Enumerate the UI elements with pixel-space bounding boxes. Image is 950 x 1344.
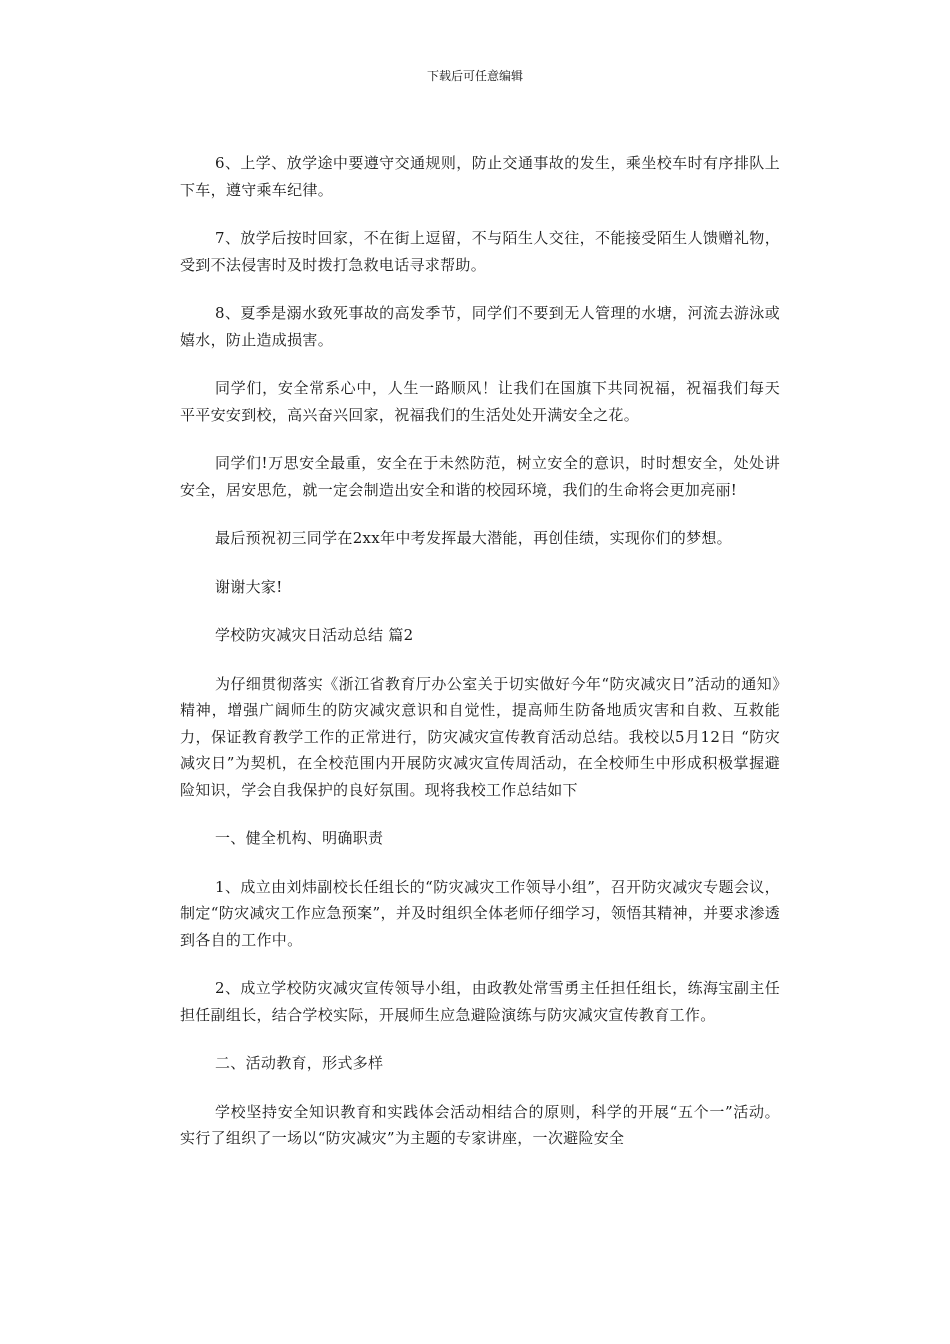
- paragraph-item-6: 6、上学、放学途中要遵守交通规则，防止交通事故的发生，乘坐校车时有序排队上下车，遵守乘车纪律。: [180, 154, 780, 199]
- paragraph-intro: 为仔细贯彻落实《浙江省教育厅办公室关于切实做好今年“防灾减灾日”活动的通知》精神，增强广阔师生的防灾减灾意识和自觉性，提高师生防备地质灾害和自救、互救能力，保证教育教学工作的正常进行，防灾减灾宣传教育活动总结。我校以5月12日 “防灾减灾日”为契机，在全校范围内开展防灾减灾宣传周活动，在全校师生中形成积极掌握避险知识，学会自我保护的良好氛围。现将我校工作总结如下: [180, 674, 780, 799]
- paragraph-blessing: 同学们，安全常系心中，人生一路顺风！让我们在国旗下共同祝福，祝福我们每天平平安安到校，高兴奋兴回家，祝福我们的生活处处开满安全之花。: [180, 379, 780, 424]
- section-title-part2: 学校防灾减灾日活动总结 篇2: [215, 626, 414, 644]
- paragraph-item-8: 8、夏季是溺水致死事故的高发季节，同学们不要到无人管理的水塘，河流去游泳或嬉水，防止造成损害。: [180, 304, 780, 349]
- heading-organization: 一、健全机构、明确职责: [215, 829, 384, 847]
- paragraph-thanks: 谢谢大家!: [215, 577, 283, 596]
- paragraph-exam-wishes: 最后预祝初三同学在2xx年中考发挥最大潜能，再创佳绩，实现你们的梦想。: [215, 529, 732, 547]
- paragraph-publicity-group: 2、成立学校防灾减灾宣传领导小组，由政教处常雪勇主任担任组长，练海宝副主任担任副组长，结合学校实际，开展师生应急避险演练与防灾减灾宣传教育工作。: [180, 979, 780, 1024]
- heading-activities: 二、活动教育，形式多样: [215, 1054, 384, 1072]
- paragraph-safety-first: 同学们!万思安全最重，安全在于未然防范，树立安全的意识，时时想安全，处处讲安全，居安思危，就一定会制造出安全和谐的校园环境，我们的生命将会更加亮丽!: [180, 454, 780, 499]
- document-body: [180, 150, 780, 1174]
- paragraph-item-7: 7、放学后按时回家，不在街上逗留，不与陌生人交往，不能接受陌生人馈赠礼物，受到不法侵害时及时拨打急救电话寻求帮助。: [180, 229, 780, 274]
- page-header-note: 下载后可任意编辑: [426, 69, 523, 83]
- paragraph-five-ones: 学校坚持安全知识教育和实践体会活动相结合的原则，科学的开展“五个一”活动。实行了组织了一场以“防灾减灾”为主题的专家讲座，一次避险安全: [180, 1102, 780, 1147]
- paragraph-leadership-group: 1、成立由刘炜副校长任组长的“防灾减灾工作领导小组”，召开防灾减灾专题会议，制定“防灾减灾工作应急预案”，并及时组织全体老师仔细学习，领悟其精神，并要求渗透到各自的工作中。: [180, 877, 780, 949]
